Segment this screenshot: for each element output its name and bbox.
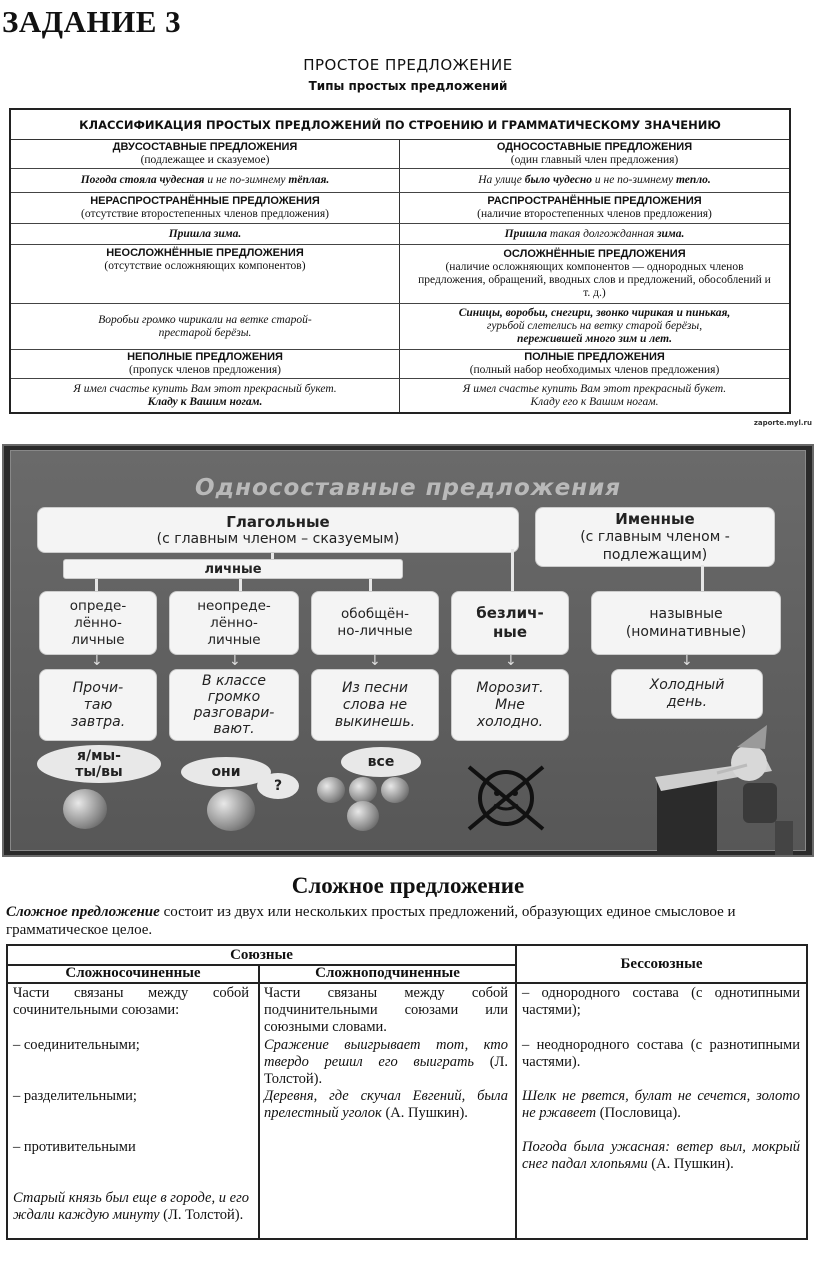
cell-caption: ОСЛОЖНЁННЫЕ ПРЕДЛОЖЕНИЯ (503, 248, 686, 260)
example-text: Я имел счастье купить Вам этот прекрасный букет. (462, 382, 727, 395)
personal-label: личные (63, 559, 403, 579)
arrow-down-icon: ↓ (91, 653, 103, 669)
example-text: Синицы, воробьи, снегири, звонко чирикая и пинькая, (458, 307, 731, 319)
example-text: зима. (656, 227, 685, 240)
section3-title: Сложное предложение (291, 873, 525, 898)
compound-item: – противительными (13, 1139, 136, 1155)
compound-item: – разделительными; (13, 1088, 137, 1104)
verbal-desc: (с главным членом – сказуемым) (156, 531, 400, 547)
cell-caption: НЕОСЛОЖНЁННЫЕ ПРЕДЛОЖЕНИЯ (106, 247, 304, 259)
arrow-down-icon: ↓ (681, 653, 693, 669)
cell-desc: (пропуск членов предложения) (128, 364, 282, 376)
nonunion-item: – неоднородного состава (с разнотипными частями). (522, 1037, 800, 1070)
arrow-down-icon: ↓ (229, 653, 241, 669)
bubble-all: все (341, 747, 421, 777)
cell-desc: (отсутствие второстепенных членов предложения) (81, 208, 329, 220)
table-row (11, 193, 789, 224)
complex-example-1 (264, 1037, 508, 1088)
smiley-icon (63, 789, 107, 829)
example-text: и не по-зимнему (204, 174, 289, 186)
section1-title: ПРОСТОЕ ПРЕДЛОЖЕНИЕ (303, 56, 513, 74)
example-definite-personal: Прочи- таю завтра. (39, 669, 157, 741)
definition-term: Сложное предложение (6, 904, 160, 920)
example-text: тепло. (675, 174, 711, 186)
nominal-title: Именные (615, 510, 695, 528)
example-text: Сражение выигрывает тот, кто твердо решил его выиграть (264, 1037, 508, 1070)
table-row (11, 224, 789, 245)
example-text: Кладу его к Вашим ногам. (530, 395, 659, 408)
cell-caption: ОДНОСОСТАВНЫЕ ПРЕДЛОЖЕНИЯ (496, 141, 693, 153)
example-source: (А. Пушкин). (647, 1156, 734, 1172)
cell-desc: (полный набор необходимых членов предложения) (469, 364, 720, 376)
example-text: Шелк не рвется, булат не сечется, золото не ржавеет (522, 1088, 800, 1121)
example-text: Старый князь был еще в городе, и его ждали каждую минуту (13, 1190, 249, 1223)
nominal-desc-2: подлежащим) (602, 547, 708, 563)
cell-caption: НЕРАСПРОСТРАНЁННЫЕ ПРЕДЛОЖЕНИЯ (90, 195, 320, 207)
example-nominative: Холодный день. (611, 669, 763, 719)
verbal-title: Глагольные (226, 513, 330, 531)
compound-intro: Части связаны между собой сочинительными союзами: (13, 985, 249, 1018)
table-row (11, 304, 789, 350)
cell-desc: (один главный член предложения) (510, 154, 679, 166)
header-union: Союзные (230, 947, 293, 963)
classification-table (9, 108, 791, 414)
bubble-i-we-you: я/мы- ты/вы (37, 745, 161, 783)
smiley-icon (349, 777, 377, 803)
connector (239, 579, 242, 591)
cell-desc: (подлежащее и сказуемое) (140, 154, 270, 166)
nonunion-example-2 (522, 1139, 800, 1173)
table-row (11, 379, 789, 412)
smiley-icon (347, 801, 379, 831)
task-title: ЗАДАНИЕ 3 (2, 4, 182, 39)
example-text: такая долгожданная (546, 227, 657, 240)
example-text: На улице (478, 174, 525, 186)
board-title: Односоставные предложения (194, 475, 622, 501)
example-text: Я имел счастье купить Вам этот прекрасный букет. (73, 382, 337, 395)
example-generalized-personal: Из песни слова не выкинешь. (311, 669, 439, 741)
example-text: тёплая. (288, 174, 330, 186)
bubble-they: они (181, 757, 271, 787)
cell-caption: ДВУСОСТАВНЫЕ ПРЕДЛОЖЕНИЯ (112, 141, 298, 153)
smiley-icon (317, 777, 345, 803)
nonunion-item: – однородного состава (с однотипными частями); (522, 985, 800, 1018)
arrow-down-icon: ↓ (369, 653, 381, 669)
example-text: пережившей много зим и лет. (516, 333, 673, 345)
table-row (11, 245, 789, 304)
type-definite-personal: опреде- лённо- личные (39, 591, 157, 655)
example-text: Деревня, где скучал Евгений, была прелестный уголок (264, 1088, 508, 1121)
watermark: zaporte.myl.ru (753, 419, 812, 427)
example-impersonal: Морозит. Мне холодно. (451, 669, 569, 741)
nominal-box (535, 507, 775, 567)
crossed-out-smiley-icon (461, 763, 551, 833)
example-text: гурьбой слетелись на ветку старой берёзы, (486, 320, 703, 332)
example-source: (Л. Толстой). (159, 1207, 244, 1223)
cell-desc: (отсутствие осложняющих компонентов) (104, 260, 306, 272)
table-row (11, 169, 789, 193)
complex-sentence-table (6, 944, 808, 1240)
connector (511, 549, 514, 591)
smiley-icon (381, 777, 409, 803)
cell-caption: ПОЛНЫЕ ПРЕДЛОЖЕНИЯ (524, 351, 665, 363)
type-indefinite-personal: неопреде- лённо- личные (169, 591, 299, 655)
example-indefinite-personal: В классе громко разговари- вают. (169, 669, 299, 741)
example-text: Пришла (504, 227, 547, 240)
table-row (11, 140, 789, 169)
section3-definition (6, 903, 812, 939)
connector (369, 579, 372, 591)
example-text: Погода была ужасная: ветер выл, мокрый снег падал хлопьями (522, 1139, 800, 1172)
example-text: Погода стояла чудесная (80, 174, 205, 186)
header-compound: Сложносочиненные (65, 965, 201, 981)
header-complex: Сложноподчиненные (315, 965, 460, 981)
cell-desc: (наличие второстепенных членов предложения) (477, 208, 712, 220)
type-impersonal: безлич- ные (451, 591, 569, 655)
arrow-down-icon: ↓ (505, 653, 517, 669)
definition-text: состоит из двух или нескольких простых предложений, образующих единое смысловое и грамматическое целое. (6, 904, 736, 938)
table-row (11, 350, 789, 379)
cell-desc: (наличие осложняющих компонентов — однородных членов предложения, обращений, вводных слов и предложений, обособлений и т. д.) (418, 261, 771, 299)
thinking-smiley-icon (207, 789, 255, 831)
nominal-desc: (с главным членом - (580, 529, 730, 545)
compound-item: – соединительными; (13, 1037, 140, 1053)
nonunion-example-1 (522, 1088, 800, 1122)
cell-caption: РАСПРОСТРАНЁННЫЕ ПРЕДЛОЖЕНИЯ (487, 195, 702, 207)
type-nominative: назывные (номинативные) (591, 591, 781, 655)
cell-caption: НЕПОЛНЫЕ ПРЕДЛОЖЕНИЯ (127, 351, 283, 363)
table-heading: КЛАССИФИКАЦИЯ ПРОСТЫХ ПРЕДЛОЖЕНИЙ ПО СТРОЕНИЮ И ГРАММАТИЧЕСКОМУ ЗНАЧЕНИЮ (11, 110, 789, 140)
example-text: и не по-зимнему (592, 174, 676, 186)
example-text: было чудесно (524, 174, 592, 186)
section1-subtitle: Типы простых предложений (308, 79, 508, 93)
type-generalized-personal: обобщён- но-личные (311, 591, 439, 655)
pinocchio-at-desk-icon (647, 721, 807, 856)
header-nonunion: Бессоюзные (620, 956, 703, 972)
connector (701, 565, 704, 591)
example-text: Кладу к Вашим ногам. (147, 395, 263, 408)
complex-intro: Части связаны между собой подчинительными союзами или союзными словами. (264, 985, 508, 1035)
chalkboard (2, 444, 814, 857)
bubble-question: ? (257, 773, 299, 799)
example-text: Пришла зима. (168, 227, 242, 240)
example-source: (Л. Толстой). (264, 1054, 508, 1087)
verbal-box (37, 507, 519, 553)
connector (95, 579, 98, 591)
compound-example (13, 1190, 249, 1224)
example-text: Воробьи громко чирикали на ветке старой-престарой берёзы. (98, 313, 312, 339)
example-source: (Пословица). (596, 1105, 681, 1121)
complex-example-2 (264, 1088, 508, 1122)
example-source: (А. Пушкин). (381, 1105, 468, 1121)
